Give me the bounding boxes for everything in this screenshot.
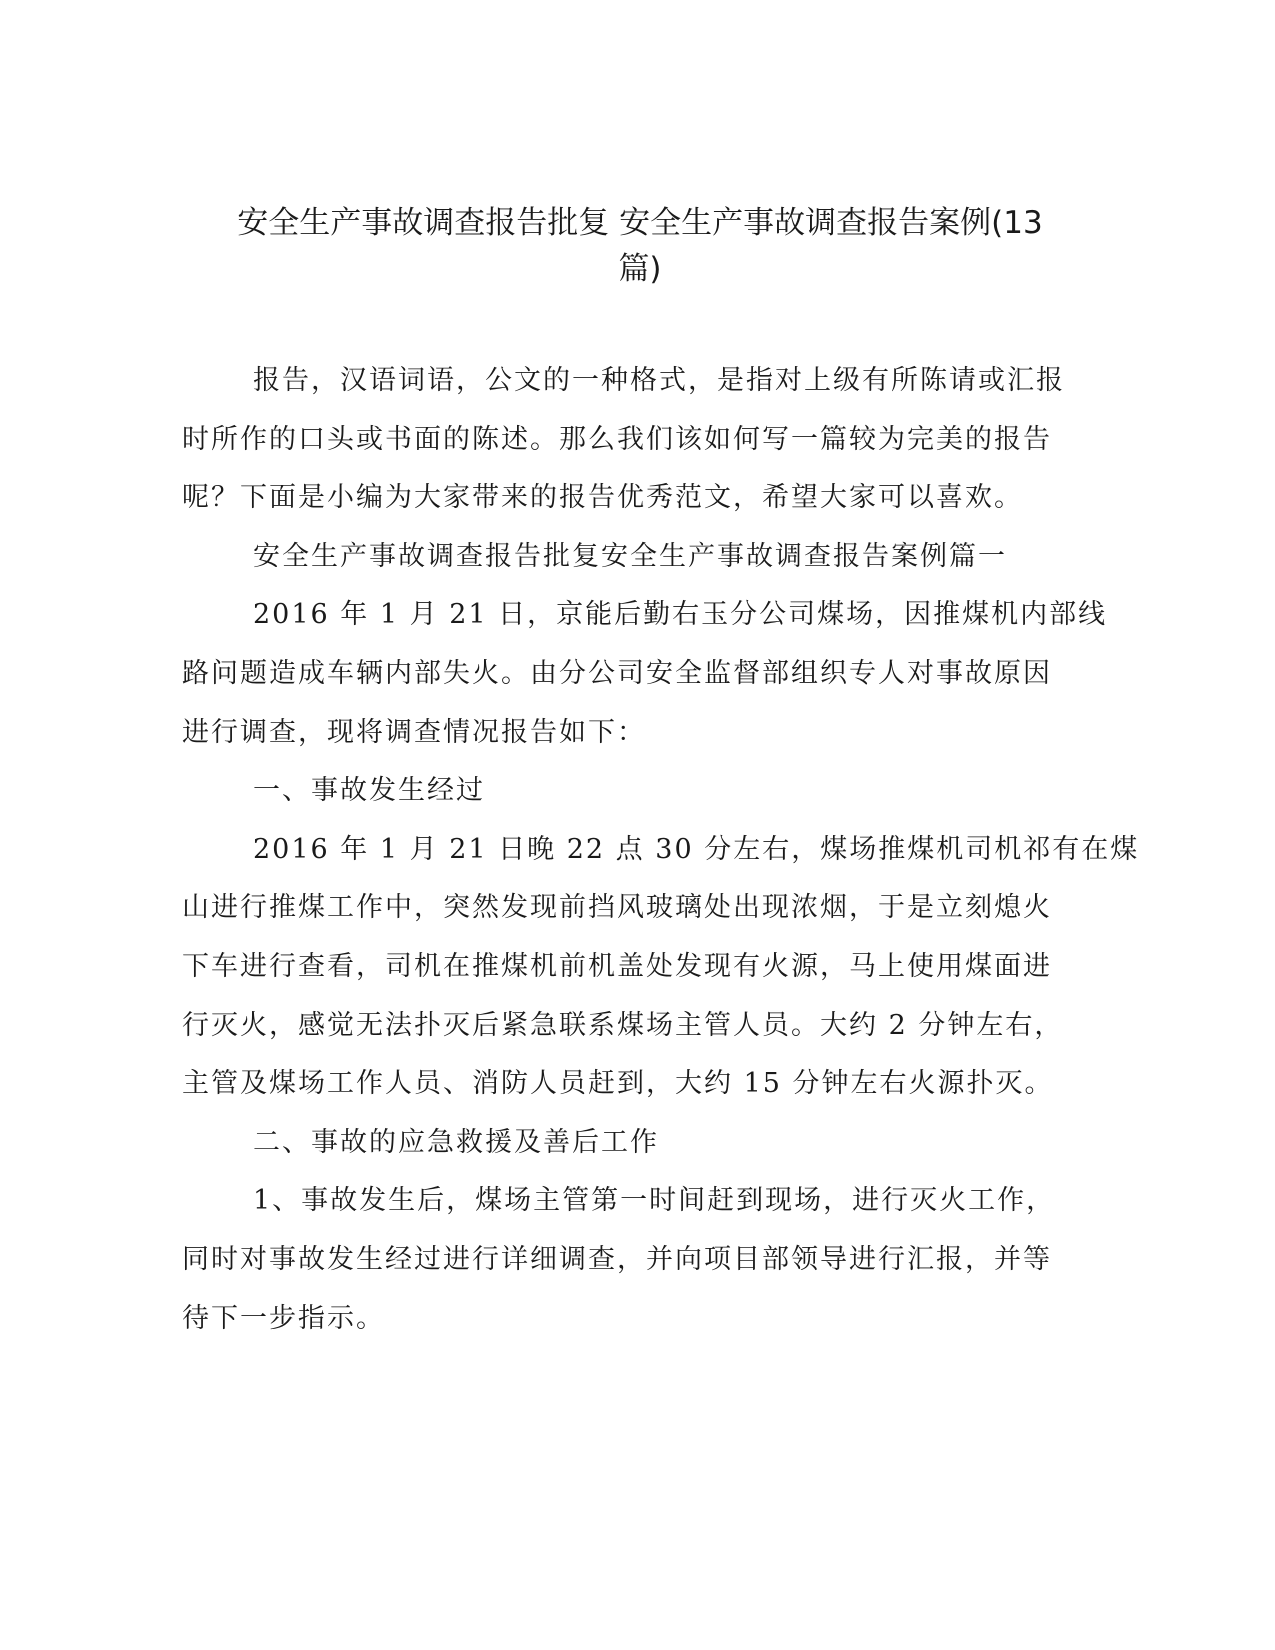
- text-line: 待下一步指示。: [182, 1302, 385, 1334]
- text-line: 二、事故的应急救援及善后工作: [253, 1126, 659, 1158]
- title-line-2: 篇): [618, 251, 662, 287]
- title-line-1: 安全生产事故调查报告批复 安全生产事故调查报告案例(13: [237, 205, 1043, 241]
- text-line: 下车进行查看，司机在推煤机前机盖处发现有火源，马上使用煤面进: [182, 950, 1052, 982]
- text-line: 同时对事故发生经过进行详细调查，并向项目部领导进行汇报，并等: [182, 1243, 1052, 1275]
- text-line: 一、事故发生经过: [253, 775, 485, 807]
- document-title: [190, 200, 1090, 292]
- text-line: 2016 年 1 月 21 日，京能后勤右玉分公司煤场，因推煤机内部线: [253, 599, 1108, 631]
- document-body: [182, 352, 1140, 1348]
- text-line: 山进行推煤工作中，突然发现前挡风玻璃处出现浓烟，于是立刻熄火: [182, 892, 1052, 924]
- text-line: 时所作的口头或书面的陈述。那么我们该如何写一篇较为完美的报告: [182, 423, 1052, 455]
- text-line: 行灭火，感觉无法扑灭后紧急联系煤场主管人员。大约 2 分钟左右，: [182, 1009, 1064, 1041]
- text-line: 安全生产事故调查报告批复安全生产事故调查报告案例篇一: [253, 540, 1007, 572]
- text-line: 报告，汉语词语，公文的一种格式，是指对上级有所陈请或汇报: [253, 365, 1065, 396]
- text-line: 呢？下面是小编为大家带来的报告优秀范文，希望大家可以喜欢。: [182, 482, 1023, 514]
- text-line: 路问题造成车辆内部失火。由分公司安全监督部组织专人对事故原因: [182, 657, 1052, 689]
- text-line: 主管及煤场工作人员、消防人员赶到，大约 15 分钟左右火源扑灭。: [182, 1068, 1054, 1100]
- text-line: 2016 年 1 月 21 日晚 22 点 30 分左右，煤场推煤机司机祁有在煤: [253, 833, 1140, 865]
- text-line: 1、事故发生后，煤场主管第一时间赶到现场，进行灭火工作，: [253, 1185, 1056, 1217]
- text-line: 进行调查，现将调查情况报告如下：: [182, 716, 646, 748]
